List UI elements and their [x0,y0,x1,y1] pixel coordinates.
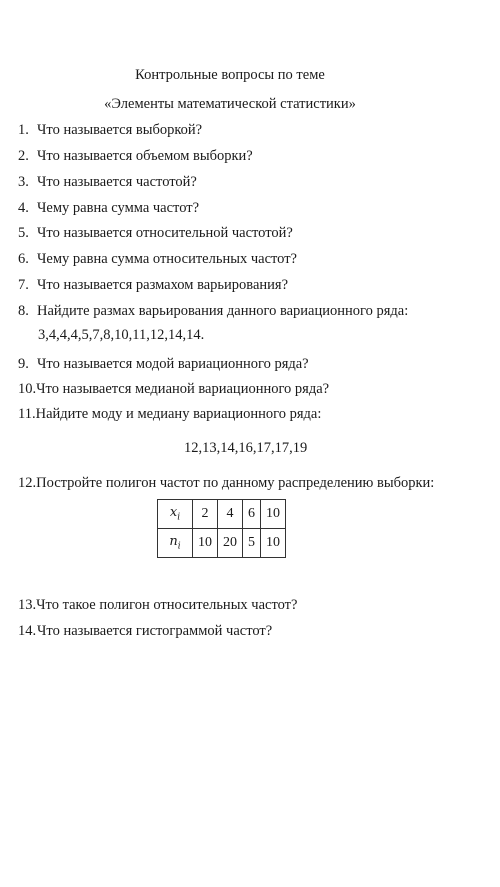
question-text: Что называется модой вариационного ряда? [37,356,309,372]
question-number: 3. [18,174,29,190]
question-6 [18,250,297,268]
question-13 [18,596,297,614]
question-text: Найдите размах варьирования данного вариационного ряда: [37,303,409,319]
question-text: Что называется медианой вариационного ряда? [36,381,330,397]
table-cell: 5 [243,529,261,558]
question-12 [18,474,434,492]
table-cell: 10 [193,529,218,558]
question-text: Что называется частотой? [37,174,197,190]
frequency-table [157,499,286,558]
question-9 [18,355,309,373]
question-4 [18,199,199,217]
series-q11: 12,13,14,16,17,17,19 [184,440,308,456]
question-text: Что называется гистограммой частот? [37,623,273,639]
table-cell: 20 [218,529,243,558]
question-number: 4. [18,200,29,216]
question-11 [18,405,321,423]
question-text: Что называется выборкой? [37,122,203,138]
question-1 [18,121,202,139]
question-number: 14. [18,623,37,639]
question-text: Что называется размахом варьирования? [37,277,289,293]
table-head-n: $n_i$ [158,529,193,558]
title-line-1: Контрольные вопросы по теме [135,67,325,83]
question-number: 8. [18,303,29,319]
series-q8: 3,4,4,4,5,7,8,10,11,12,14,14. [38,327,205,343]
table-cell: 2 [193,500,218,529]
question-text: Постройте полигон частот по данному распределению выборки: [36,475,435,491]
question-8 [18,302,408,320]
question-text: Что называется относительной частотой? [37,225,293,241]
table-row-x [158,500,286,529]
question-number: 10. [18,381,37,397]
question-10 [18,380,329,398]
question-number: 13. [18,597,37,613]
question-5 [18,224,293,242]
question-number: 9. [18,356,29,372]
question-number: 6. [18,251,29,267]
question-text: Чему равна сумма частот? [37,200,200,216]
question-text: Найдите моду и медиану вариационного ряда: [35,406,322,422]
question-text: Чему равна сумма относительных частот? [37,251,297,267]
table-cell: 10 [261,529,286,558]
question-number: 2. [18,148,29,164]
question-number: 7. [18,277,29,293]
question-2 [18,147,253,165]
title-line-2: «Элементы математической статистики» [104,96,356,112]
table-head-x: $x_i$ [158,500,193,529]
question-number: 11. [18,406,36,422]
table-cell: 4 [218,500,243,529]
question-text: Что называется объемом выборки? [37,148,253,164]
question-number: 12. [18,475,37,491]
question-14 [18,622,272,640]
table-cell: 6 [243,500,261,529]
question-number: 5. [18,225,29,241]
question-number: 1. [18,122,29,138]
question-7 [18,276,288,294]
question-3 [18,173,197,191]
table-cell: 10 [261,500,286,529]
question-text: Что такое полигон относительных частот? [36,597,298,613]
table-row-n [158,529,286,558]
